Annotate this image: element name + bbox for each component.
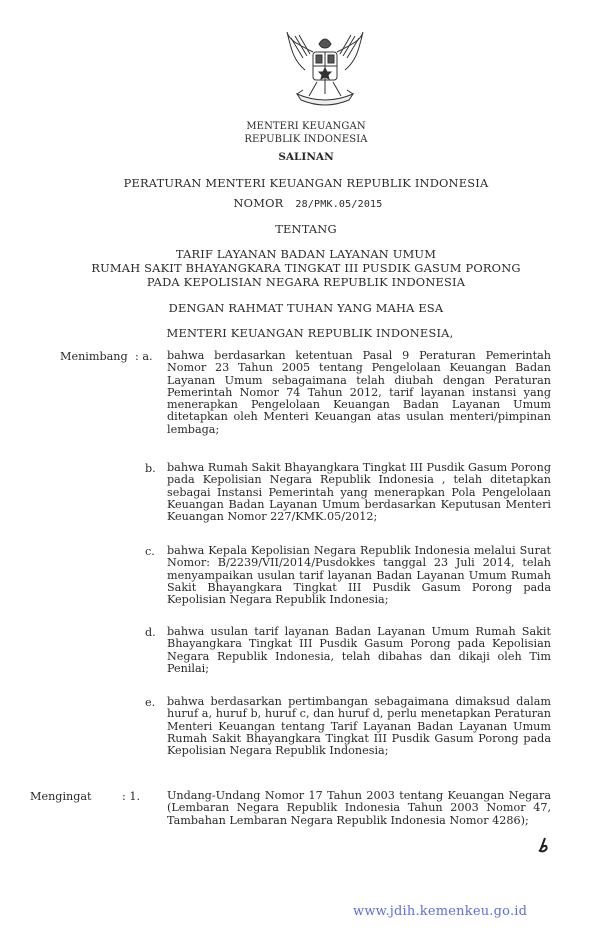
invocation: DENGAN RAHMAT TUHAN YANG MAHA ESA [168, 301, 444, 315]
consideration-d: bahwa usulan tarif layanan Badan Layanan Umum Rumah Sakit Bhayangkara Tingkat III Pusdik Gasum Porong pada Kepolisian Negara Republik Indonesia, telah dibahas dan dikaji oleh Tim Penilai; [167, 625, 551, 675]
consideration-e: bahwa berdasarkan pertimbangan sebagaimana dimaksud dalam huruf a, huruf b, huruf c, dan huruf d, perlu menetapkan Peraturan Menteri Keuangan tentang Tarif Layanan Badan Layanan Umum Rumah Sakit Bhayangkara Tingkat III Pusdik Gasum Porong pada Kepolisian Negara Republik Indonesia; [167, 695, 551, 758]
authority-line: MENTERI KEUANGAN REPUBLIK INDONESIA, [166, 326, 454, 340]
subject-line-2: RUMAH SAKIT BHAYANGKARA TINGKAT III PUSDIK GASUM PORONG [91, 261, 521, 275]
garuda-pancasila-emblem-icon [283, 30, 367, 110]
consideration-b: bahwa Rumah Sakit Bhayangkara Tingkat III Pusdik Gasum Porong pada Kepolisian Negara Republik Indonesia , telah ditetapkan sebagai Instansi Pemerintah yang menerapkan Pola Pengelolaan Keuangan Badan Layanan Umum berdasarkan Keputusan Menteri Keuangan Nomor 227/KMK.05/2012; [167, 461, 551, 524]
number-label: NOMOR [233, 196, 284, 210]
regulation-number [2, 196, 612, 210]
copy-label: SALINAN [278, 151, 334, 163]
menimbang-label: Menimbang [60, 350, 128, 363]
handwritten-initial-icon [536, 837, 550, 853]
consideration-a: bahwa berdasarkan ketentuan Pasal 9 Peraturan Pemerintah Nomor 23 Tahun 2005 tentang Pengelolaan Keuangan Badan Layanan Umum sebagaimana telah diubah dengan Peraturan Pemerintah Nomor 74 Tahun 2012, tarif layanan instansi yang menerapkan Pengelolaan Keuangan Badan Layanan Umum ditetapkan oleh Menteri Keuangan atas usulan menteri/pimpinan lembaga; [167, 349, 551, 436]
item-marker: c. [145, 545, 155, 558]
consideration-c: bahwa Kepala Kepolisian Negara Republik Indonesia melalui Surat Nomor: B/2239/VII/2014/Pusdokkes tanggal 23 Juli 2014, telah menyampaikan usulan tarif layanan Badan Layanan Umum Rumah Sakit Bhayangkara Tingkat III Pusdik Gasum Porong pada Kepolisian Negara Republik Indonesia; [167, 544, 551, 607]
item-marker: d. [145, 626, 156, 639]
ministry-name-line1: MENTERI KEUANGAN [246, 121, 366, 132]
legal-basis-1: Undang-Undang Nomor 17 Tahun 2003 tentang Keuangan Negara (Lembaran Negara Republik Indonesia Tahun 2003 Nomor 47, Tambahan Lembaran Negara Republik Indonesia Nomor 4286); [167, 789, 551, 827]
website-link[interactable]: www.jdih.kemenkeu.go.id [353, 904, 528, 919]
number-value: 28/PMK.05/2015 [295, 199, 383, 210]
item-marker: b. [145, 462, 156, 475]
regulation-title: PERATURAN MENTERI KEUANGAN REPUBLIK INDONESIA [123, 176, 489, 190]
item-marker: : 1. [122, 790, 140, 803]
item-marker: e. [145, 696, 156, 709]
subject-line-3: PADA KEPOLISIAN NEGARA REPUBLIK INDONESIA [146, 275, 466, 289]
item-marker: : a. [135, 350, 153, 363]
mengingat-label: Mengingat [30, 790, 92, 803]
ministry-name-line2: REPUBLIK INDONESIA [244, 134, 368, 145]
about-heading: TENTANG [275, 222, 337, 236]
subject-line-1: TARIF LAYANAN BADAN LAYANAN UMUM [175, 247, 437, 261]
